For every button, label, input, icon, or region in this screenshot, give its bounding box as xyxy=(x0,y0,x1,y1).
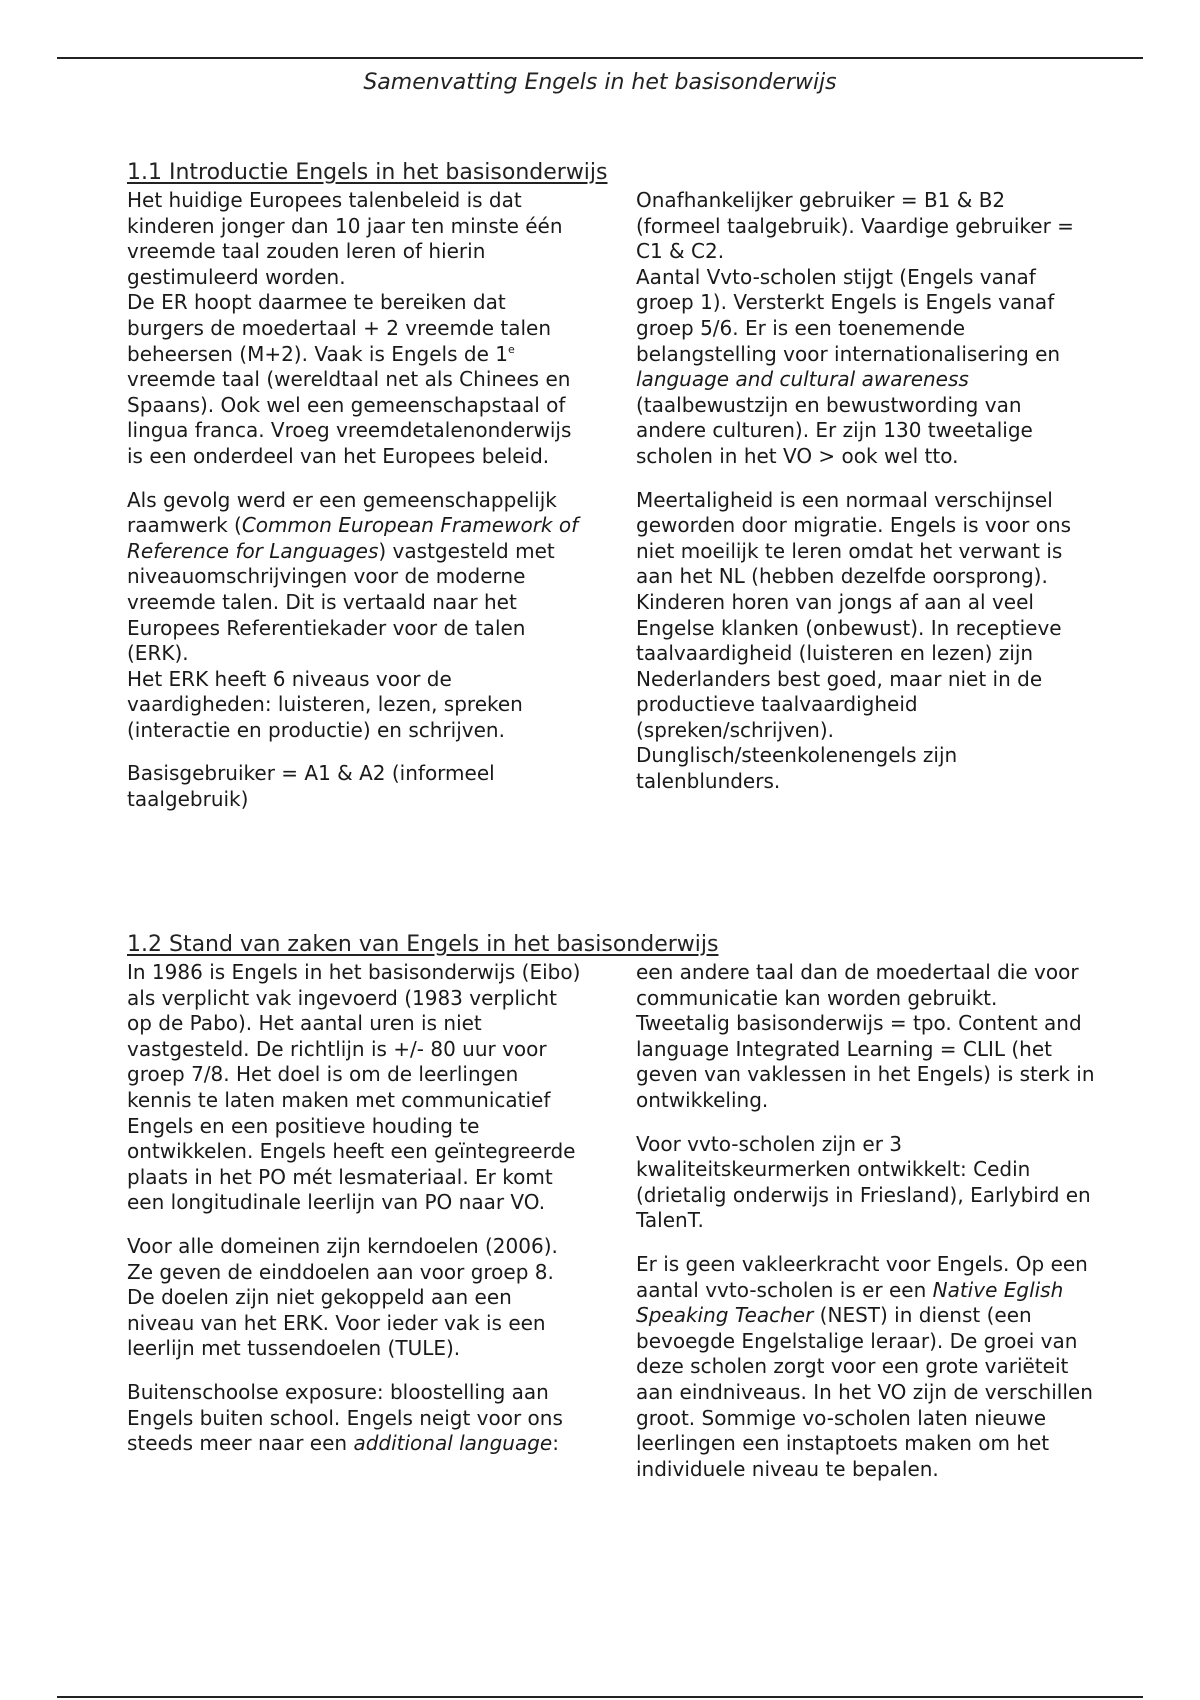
section-1-title: 1.1 Introductie Engels in het basisonderwijs xyxy=(127,160,608,185)
section-1-left-column xyxy=(127,188,582,831)
paragraph: Buitenschoolse exposure: bloostelling aan Engels buiten school. Engels neigt voor ons steeds meer naar een additional language: xyxy=(127,1379,563,1456)
paragraph: Het huidige Europees talenbeleid is dat kinderen jonger dan 10 jaar ten minste één vreemde taal zouden leren of hierin gestimuleerd worden. xyxy=(127,188,563,289)
paragraph: De ER hoopt daarmee te bereiken dat burgers de moedertaal + 2 vreemde talen beheersen (M+2). Vaak is Engels de 1e vreemde taal (wereldtaal net als Chinees en Spaans). Ook wel een gemeenschapstaal of lingua franca. Vroeg vreemdetalenonderwijs is een onderdeel van het Europees beleid. xyxy=(127,290,572,468)
paragraph: Het ERK heeft 6 niveaus voor de vaardigheden: luisteren, lezen, spreken (interactie en productie) en schrijven. xyxy=(127,666,523,742)
paragraph: In 1986 is Engels in het basisonderwijs (Eibo) als verplicht vak ingevoerd (1983 verplicht op de Pabo). Het aantal uren is niet vastgesteld. De richtlijn is +/- 80 uur voor groep 7/8. Het doel is om de leerlingen kennis te laten maken met communicatief Engels en een positieve houding te ontwikkelen. Engels heeft een geïntegreerde plaats in het PO mét lesmateriaal. Er komt een longitudinale leerlijn van PO naar VO. xyxy=(127,960,581,1215)
paragraph: Aantal Vvto-scholen stijgt (Engels vanaf groep 1). Versterkt Engels is Engels vanaf groep 5/6. Er is een toenemende belangstelling voor internationalisering en language and cultural awareness (taalbewustzijn en bewustwording van andere culturen). Er zijn 130 tweetalige scholen in het VO > ook wel tto. xyxy=(636,264,1061,468)
section-2-right-column xyxy=(636,960,1096,1500)
page-header-title: Samenvatting Engels in het basisonderwijs xyxy=(363,70,837,95)
paragraph: Onafhankelijker gebruiker = B1 & B2 (formeel taalgebruik). Vaardige gebruiker = C1 & C2. xyxy=(636,188,1074,264)
paragraph: Basisgebruiker = A1 & A2 (informeel taalgebruik) xyxy=(127,761,495,812)
footer-rule xyxy=(57,1696,1143,1698)
paragraph: Als gevolg werd er een gemeenschappelijk raamwerk (Common European Framework of Reference for Languages) vastgesteld met niveauomschrijvingen voor de moderne vreemde talen. Dit is vertaald naar het Europees Referentiekader voor de talen (ERK). xyxy=(127,487,579,666)
paragraph: Voor alle domeinen zijn kerndoelen (2006). Ze geven de einddoelen aan voor groep 8. De doelen zijn niet gekoppeld aan een niveau van het ERK. Voor ieder vak is een leerlijn met tussendoelen (TULE). xyxy=(127,1233,558,1361)
paragraph: Meertaligheid is een normaal verschijnsel geworden door migratie. Engels is voor ons niet moeilijk te leren omdat het verwant is aan het NL (hebben dezelfde oorsprong). Kinderen horen van jongs af aan al veel Engelse klanken (onbewust). In receptieve taalvaardigheid (luisteren en lezen) zijn Nederlanders best goed, maar niet in de productieve taalvaardigheid (spreken/schrijven). xyxy=(636,487,1072,742)
paragraph: Dunglisch/steenkolenengels zijn talenblunders. xyxy=(636,743,958,794)
paragraph: Voor vvto-scholen zijn er 3 kwaliteitskeurmerken ontwikkelt: Cedin (drietalig onderwijs in Friesland), Earlybird en TalenT. xyxy=(636,1131,1091,1233)
section-1-right-column xyxy=(636,188,1096,813)
section-2-left-column xyxy=(127,960,582,1475)
section-2-title: 1.2 Stand van zaken van Engels in het basisonderwijs xyxy=(127,932,719,957)
header-rule xyxy=(57,57,1143,59)
paragraph: een andere taal dan de moedertaal die voor communicatie kan worden gebruikt. Tweetalig basisonderwijs = tpo. Content and language Integrated Learning = CLIL (het geven van vaklessen in het Engels) is sterk in ontwikkeling. xyxy=(636,960,1095,1112)
paragraph: Er is geen vakleerkracht voor Engels. Op een aantal vvto-scholen is er een Native Eglish Speaking Teacher (NEST) in dienst (een bevoegde Engelstalige leraar). De groei van deze scholen zorgt voor een grote variëteit aan eindniveaus. In het VO zijn de verschillen groot. Sommige vo-scholen laten nieuwe leerlingen een instaptoets maken om het individuele niveau te bepalen. xyxy=(636,1251,1093,1481)
